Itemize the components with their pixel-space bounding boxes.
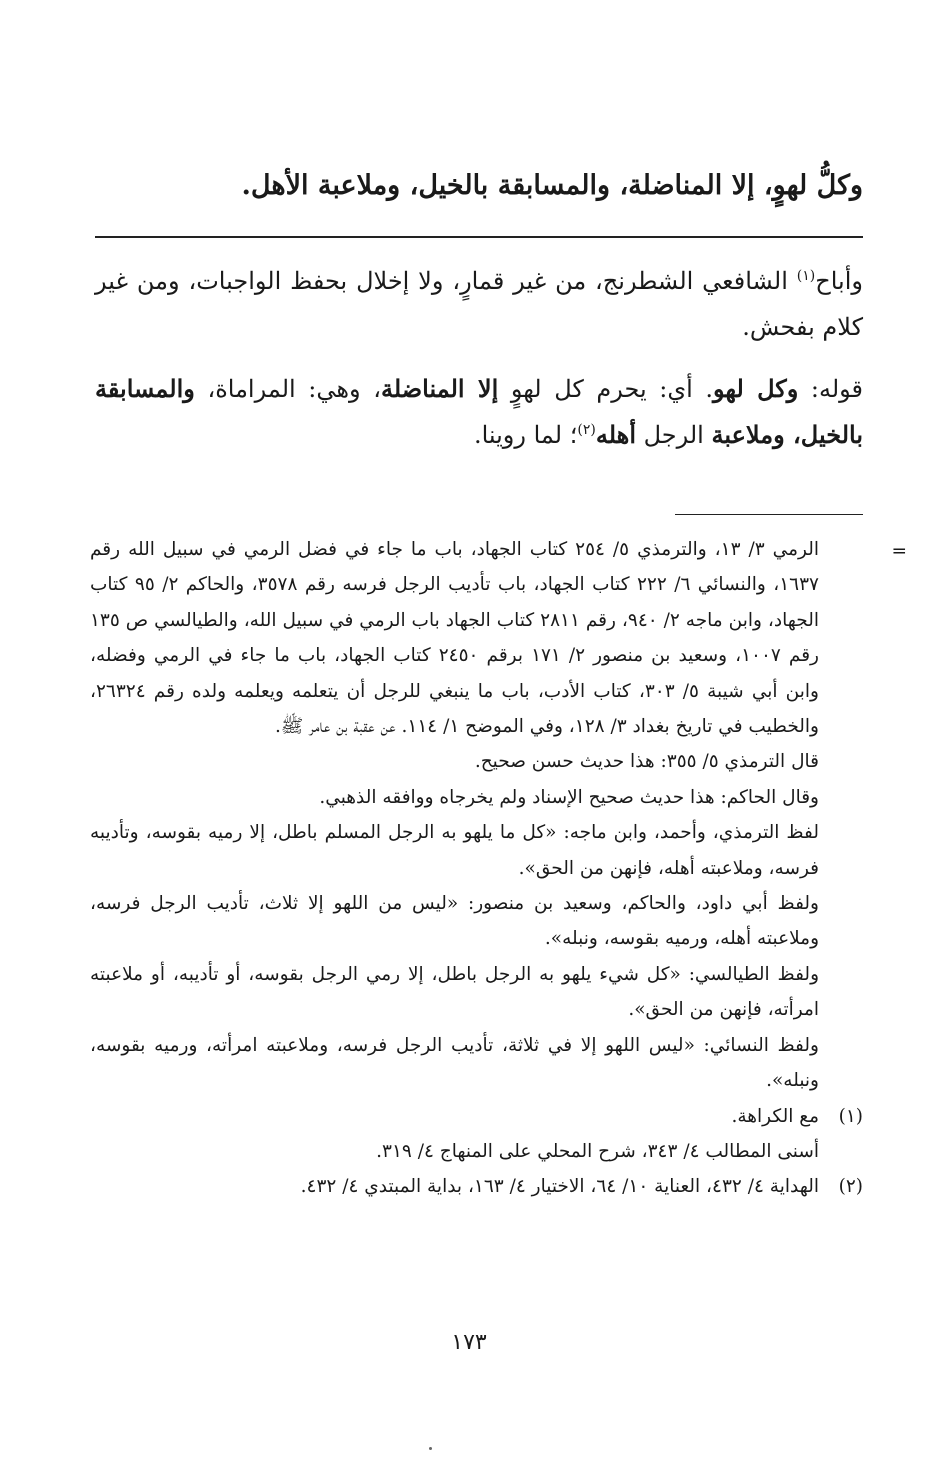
footnote-1-text-b: أسنى المطالب ٤/ ٣٤٣، شرح المحلي على المنهاج ٤/ ٣١٩. — [376, 1140, 819, 1162]
p2-bold-4: أهله — [595, 420, 636, 449]
note-line-tirmidhi: قال الترمذي ٥/ ٣٥٥: هذا حديث حسن صحيح. — [474, 751, 819, 773]
footnote-ref-1[interactable]: (١) — [796, 268, 816, 284]
footnotes — [90, 532, 907, 1205]
p2-text-4: الرجل — [635, 421, 712, 449]
footnote-ref-2[interactable]: (٢) — [577, 422, 596, 438]
footnote-2-text: الهداية ٤/ ٤٣٢، العناية ١٠/ ٦٤، الاختيار ٤/ ١٦٣، بداية المبتدي ٤/ ٤٣٢. — [300, 1176, 819, 1198]
p2-text-2: . أي: يحرم كل لهوٍ — [498, 375, 713, 403]
p2-text-5: ؛ لما روينا. — [473, 421, 578, 449]
page-number: ١٧٣ — [451, 1330, 487, 1355]
note-line-lafz-abi-dawud: ولفظ أبي داود، والحاكم، وسعيد بن منصور: «ليس من اللهو إلا ثلاث، تأديب الرجل فرسه، وملاعبته أهله، ورميه بقوسه، ونبله». — [90, 893, 819, 950]
note-line-hakim: وقال الحاكم: هذا حديث صحيح الإسناد ولم يخرجاه ووافقه الذهبي. — [319, 786, 819, 808]
note-line-lafz-tirmidhi: لفظ الترمذي، وأحمد، وابن ماجه: «كل ما يلهو به الرجل المسلم باطل، إلا رميه بقوسه، وتأديبه فرسه، وملاعبته أهله، فإنهن من الحق». — [90, 822, 819, 879]
heading-divider — [95, 236, 863, 238]
p2-bold-1: وكل لهو — [713, 374, 799, 403]
note-line-lafz-nasai: ولفظ النسائي: «ليس اللهو إلا في ثلاثة، تأديب الرجل فرسه، وملاعبته امرأته، ورميه بقوسه، ونبله». — [90, 1034, 819, 1092]
p2-text-1: قوله: — [798, 375, 864, 403]
commentary-paragraph-2 — [95, 366, 863, 458]
footnote-continuation — [90, 532, 907, 744]
matn-heading: وكلُّ لهوٍ، إلا المناضلة، والمسابقة بالخيل، وملاعبة الأهل. — [241, 170, 863, 201]
footnote-1 — [90, 1099, 863, 1170]
p1-text-rest: الشافعي الشطرنج، من غير قمارٍ، ولا إخلال بحفظ الواجبات، ومن غير كلام بفحش. — [95, 267, 863, 341]
p2-bold-3: والمسابقة بالخيل، وملاعبة — [95, 374, 863, 449]
continuation-text: الرمي ٣/ ١٣، والترمذي ٥/ ٢٥٤ كتاب الجهاد، باب ما جاء في فضل الرمي في سبيل الله رقم ١٦٣٧، والنسائي ٦/ ٢٢٢ كتاب الجهاد، باب تأديب الرجل فرسه رقم ٣٥٧٨، والحاكم ٢/ ٩٥ كتاب الجهاد، وابن ماجه ٢/ ٩٤٠، رقم ٢٨١١ كتاب الجهاد باب الرمي في سبيل الله، والطيالسي ص ١٣٥ رقم ١٠٠٧، وسعيد بن منصور ٢/ ١٧١ برقم ٢٤٥٠ كتاب الجهاد، باب ما جاء في الرمي وفضله، وابن أبي شيبة ٥/ ٣٠٣، كتاب الأدب، باب ما ينبغي للرجل أن يتعلمه ويعلمه ولده رقم ٢٦٣٢٤، والخطيب في تاريخ بغداد ٣/ ١٢٨، وفي الموضح ١/ ١١٤. عن عقبة بن عامر ﷺ. — [90, 539, 819, 738]
note-line-lafz-tayalisi: ولفظ الطيالسي: «كل شيء يلهو به الرجل باطل، إلا رمي الرجل بقوسه، أو تأديبه، أو ملاعبته امرأته، فإنهن من الحق». — [90, 963, 819, 1021]
p2-bold-2: إلا المناضلة — [380, 374, 499, 403]
p1-text-start: وأباح — [815, 267, 863, 295]
footnote-1-number: (١) — [838, 1105, 863, 1127]
continuation-mark: = — [891, 541, 907, 562]
scan-speck — [429, 1447, 432, 1450]
footnote-2 — [90, 1169, 863, 1204]
footnote-1-text-a: مع الكراهة. — [731, 1105, 819, 1127]
footnotes-divider — [675, 514, 863, 515]
commentary-paragraph-1 — [95, 258, 863, 350]
footnote-2-number: (٢) — [838, 1176, 863, 1198]
p2-text-3: ، وهي: المراماة، — [194, 375, 381, 403]
